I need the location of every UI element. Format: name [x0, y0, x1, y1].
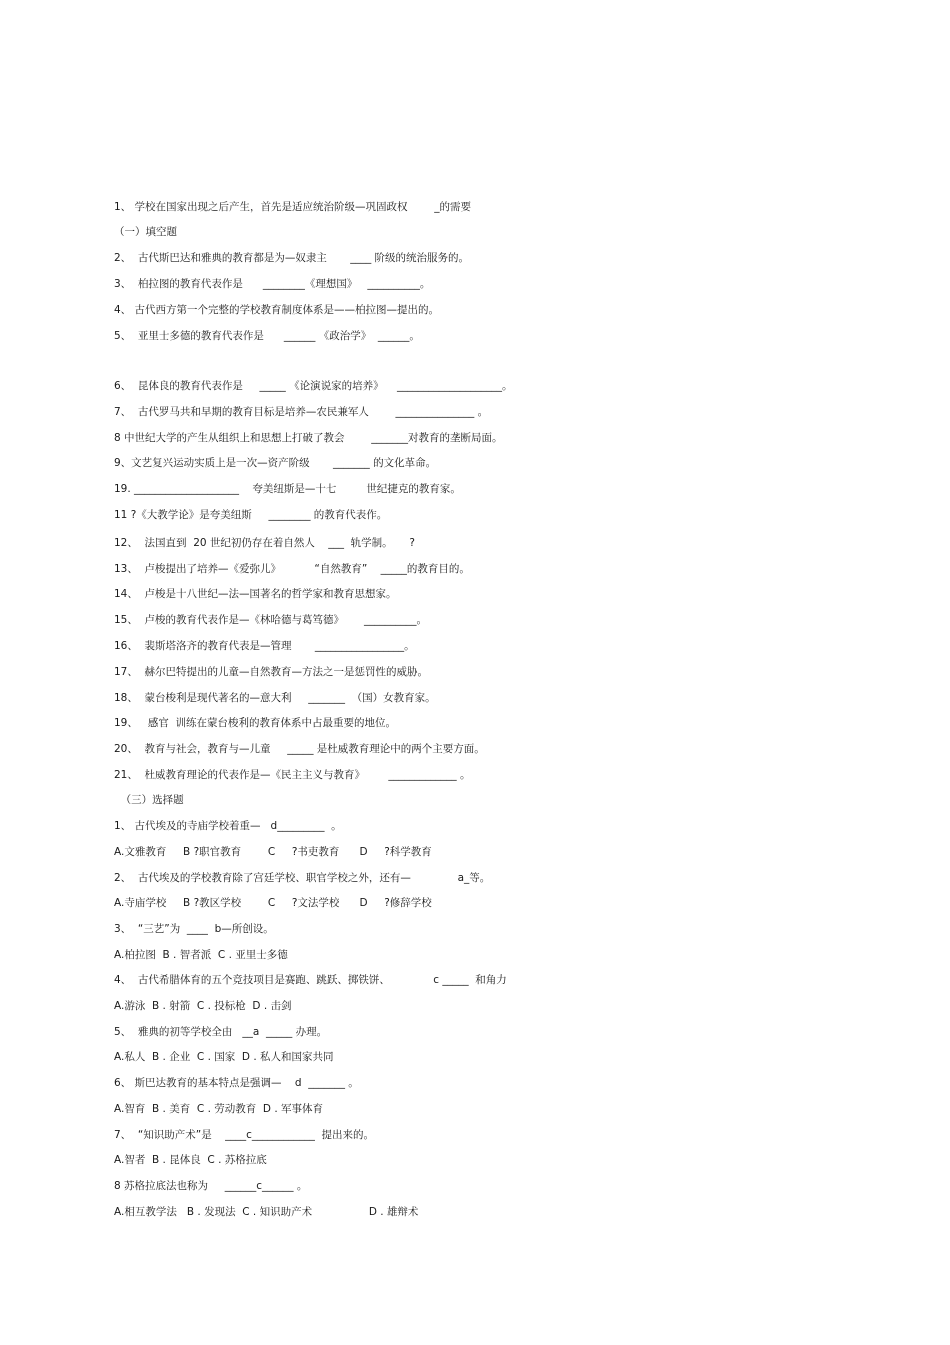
- text-line: 15、 卢梭的教育代表作是—《林哈德与葛笃德》 __________。: [114, 614, 428, 626]
- question-line: 3、 “三艺”为 ____ b—所创设。: [114, 923, 274, 935]
- text-line: 11 ?《大教学论》是夸美纽斯 ________ 的教育代表作。: [114, 509, 388, 521]
- options-line: A.智者 B . 昆体良 C . 苏格拉底: [114, 1154, 267, 1166]
- text-line: 19. ____________________ 夸美纽斯是—十七 世纪捷克的教育家。: [114, 483, 461, 495]
- section-heading: （一）填空题: [114, 226, 177, 238]
- text-line: 1、 学校在国家出现之后产生，首先是适应统治阶级—巩固政权 _的需要: [114, 201, 471, 213]
- text-line: 3、 柏拉图的教育代表作是 ________《理想国》 __________。: [114, 278, 431, 290]
- text-line: 17、 赫尔巴特提出的儿童—自然教育—方法之一是惩罚性的威胁。: [114, 666, 429, 678]
- text-line: 18、 蒙台梭利是现代著名的—意大利 _______ （国）女教育家。: [114, 692, 436, 704]
- text-line: 14、 卢梭是十八世纪—法—国著名的哲学家和教育思想家。: [114, 588, 397, 600]
- options-line: A.智育 B . 美育 C . 劳动教育 D . 军事体育: [114, 1103, 324, 1115]
- text-line: 13、 卢梭提出了培养—《爱弥儿》 “自然教育” _____的教育目的。: [114, 563, 470, 575]
- text-line: 21、 杜威教育理论的代表作是—《民主主义与教育》 _____________ 。: [114, 769, 471, 781]
- text-line: 2、 古代斯巴达和雅典的教育都是为—奴隶主 ____ 阶级的统治服务的。: [114, 252, 470, 264]
- question-line: 7、 “知识助产术”是 ____c____________ 提出来的。: [114, 1129, 375, 1141]
- options-line: A.游泳 B . 射箭 C . 投标枪 D . 击剑: [114, 1000, 292, 1012]
- text-line: 19、 感官 训练在蒙台梭利的教育体系中占最重要的地位。: [114, 717, 397, 729]
- text-line: 16、 裴斯塔洛齐的教育代表是—管理 _________________。: [114, 640, 415, 652]
- options-line: A.相互教学法 B . 发现法 C . 知识助产术 D . 雄辩术: [114, 1206, 419, 1218]
- text-line: 20、 教育与社会，教育与—儿童 _____ 是杜威教育理论中的两个主要方面。: [114, 743, 485, 755]
- question-line: 2、 古代埃及的学校教育除了宫廷学校、职官学校之外，还有— a_等。: [114, 872, 491, 884]
- section-heading: （三）选择题: [114, 794, 184, 806]
- options-line: A.私人 B . 企业 C . 国家 D . 私人和国家共同: [114, 1051, 334, 1063]
- text-line: 12、 法国直到 20 世纪初仍存在着自然人 ___ 轨学制。 ?: [114, 537, 415, 549]
- text-line: 9、文艺复兴运动实质上是一次—资产阶级 _______ 的文化革命。: [114, 457, 437, 469]
- text-line: 7、 古代罗马共和早期的教育目标是培养—农民兼军人 _______________ 。: [114, 406, 489, 418]
- question-line: 6、 斯巴达教育的基本特点是强调— d _______ 。: [114, 1077, 359, 1089]
- options-line: A.文雅教育 B ?职官教育 C ?书吏教育 D ?科学教育: [114, 846, 432, 858]
- text-line: 6、 昆体良的教育代表作是 _____ 《论演说家的培养》 ____________________。: [114, 380, 513, 392]
- options-line: A.柏拉图 B . 智者派 C . 亚里士多德: [114, 949, 288, 961]
- question-line: 5、 雅典的初等学校全由 __a _____ 办理。: [114, 1026, 328, 1038]
- question-line: 4、 古代希腊体育的五个竞技项目是赛跑、跳跃、掷铁饼、 c _____ 和角力: [114, 974, 507, 986]
- question-line: 8 苏格拉底法也称为 ______c______ 。: [114, 1180, 308, 1192]
- question-line: 1、 古代埃及的寺庙学校着重— d_________ 。: [114, 820, 342, 832]
- text-line: 4、 古代西方第一个完整的学校教育制度体系是——柏拉图—提出的。: [114, 304, 440, 316]
- text-line: 5、 亚里士多德的教育代表作是 ______ 《政治学》 ______。: [114, 330, 420, 342]
- text-line: 8 中世纪大学的产生从组织上和思想上打破了教会 _______对教育的垄断局面。: [114, 432, 503, 444]
- options-line: A.寺庙学校 B ?教区学校 C ?文法学校 D ?修辞学校: [114, 897, 432, 909]
